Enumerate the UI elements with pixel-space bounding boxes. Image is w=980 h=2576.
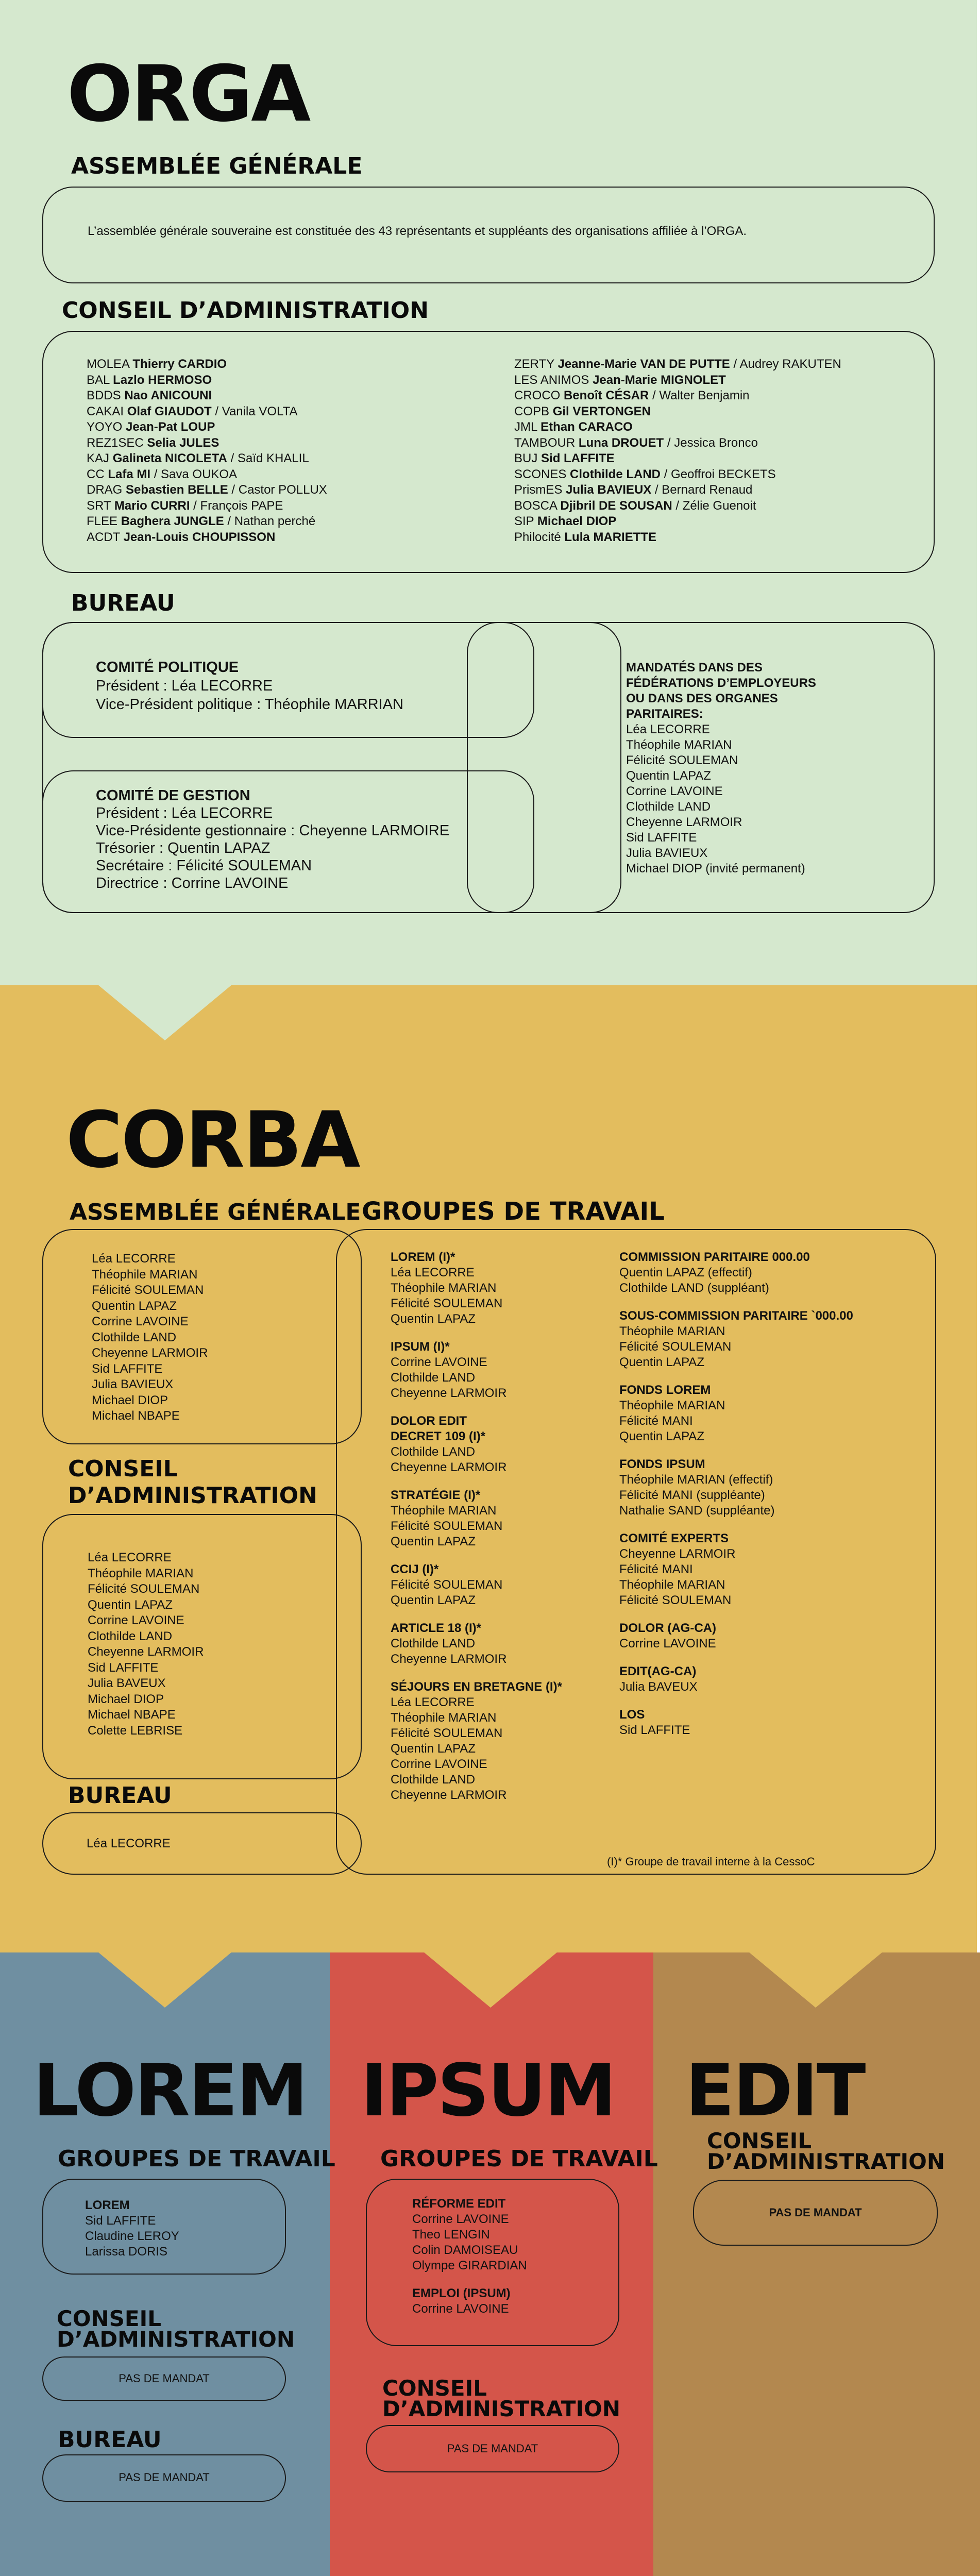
group-member: Clothilde LAND (suppléant): [619, 1281, 769, 1295]
ipsum-ca-text: PAS DE MANDAT: [447, 2442, 538, 2455]
group-member: Félicité SOULEMAN: [391, 1519, 503, 1533]
lorem-gt-heading: GROUPES DE TRAVAIL: [58, 2146, 335, 2172]
ca-member-org: BDDS: [87, 389, 125, 402]
orga-mandats-box: [467, 622, 621, 913]
lorem-gt-block: [85, 2198, 179, 2260]
group-member: Julia BAVEUX: [619, 1680, 698, 1694]
group-member: Théophile MARIAN: [391, 1281, 497, 1295]
orga-title: ORGA: [67, 49, 310, 139]
mandat-member: Léa LECORRE: [626, 722, 710, 736]
ipsum-title: IPSUM: [361, 2049, 615, 2133]
ca-member-org: SRT: [87, 498, 114, 513]
ipsum-gt-list: [412, 2196, 527, 2317]
ca-member: Théophile MARIAN: [88, 1566, 194, 1580]
ca-member-org: ACDT: [87, 530, 124, 544]
corba-ag-list: [92, 1251, 208, 1424]
group-member: Théophile MARIAN: [391, 1504, 497, 1518]
ca-member-name: Olaf GIAUDOT: [127, 404, 212, 418]
orga-ca-left-list: [87, 357, 327, 545]
mandat-member: Corrine LAVOINE: [626, 784, 723, 798]
group-title: ARTICLE 18 (I)*: [391, 1621, 482, 1635]
group-title: DOLOR (AG-CA): [619, 1621, 716, 1635]
ca-member-row: [87, 373, 327, 389]
corba-gt-footnote: (I)* Groupe de travail interne à la CessoC: [607, 1855, 815, 1868]
ca-member-name: Mario CURRI: [114, 498, 190, 513]
group-title: SOUS-COMMISSION PARITAIRE `000.00: [619, 1309, 853, 1323]
ca-member-org: SIP: [514, 514, 537, 528]
ca-member: Michael NBAPE: [88, 1708, 176, 1722]
ca-member-name: Baghera JUNGLE: [121, 514, 224, 528]
ca-member-org: TAMBOUR: [514, 435, 579, 450]
group-member: Corrine LAVOINE: [391, 1355, 487, 1369]
orga-cp-line: Vice-Président politique : Théophile MARRIAN: [96, 696, 403, 713]
ca-member-alternate: / Vanila VOLTA: [211, 404, 298, 418]
group-member: Théophile MARIAN: [619, 1324, 725, 1338]
group-member: Félicité SOULEMAN: [391, 1726, 503, 1740]
ca-member-org: COPB: [514, 404, 553, 418]
orga-ca-heading: CONSEIL D’ADMINISTRATION: [62, 297, 429, 324]
corba-ca-list: [88, 1550, 204, 1739]
ca-member-name: Galineta NICOLETA: [112, 451, 227, 465]
ca-member: Michael DIOP: [88, 1692, 164, 1706]
orga-mandats-list: [626, 722, 816, 877]
ag-member: Michael DIOP: [92, 1393, 168, 1407]
group-title: EDIT(AG-CA): [619, 1664, 697, 1678]
group-member: Quentin LAPAZ: [391, 1535, 476, 1548]
ca-member-row: [514, 451, 841, 467]
orga-cg-line: Secrétaire : Félicité SOULEMAN: [96, 857, 312, 874]
mandat-member: Sid LAFFITE: [626, 831, 697, 845]
group-member: Théophile MARIAN (effectif): [619, 1473, 773, 1487]
ipsum-gt-heading: GROUPES DE TRAVAIL: [380, 2146, 658, 2172]
group-member: Félicité SOULEMAN: [619, 1340, 732, 1354]
group-member: Félicité SOULEMAN: [391, 1578, 503, 1592]
group-title: SÉJOURS EN BRETAGNE (I)*: [391, 1680, 562, 1694]
group-member: Corrine LAVOINE: [412, 2212, 509, 2226]
group-member: Cheyenne LARMOIR: [391, 1788, 507, 1802]
lorem-bureau-text: PAS DE MANDAT: [119, 2471, 210, 2484]
ca-member-alternate: / Zélie Guenoit: [672, 498, 756, 513]
ca-member-alternate: / Geoffroi BECKETS: [661, 467, 776, 481]
ca-member-name: Jean-Louis CHOUPISSON: [123, 530, 276, 544]
mandat-member: Théophile MARIAN: [626, 738, 732, 752]
ca-member: Clothilde LAND: [88, 1629, 173, 1643]
ca-member-org: KAJ: [87, 451, 113, 465]
ca-member-org: JML: [514, 420, 541, 434]
orga-ag-text: L’assemblée générale souveraine est constituée des 43 représentants et suppléants des organisations affiliée à l’ORGA.: [88, 224, 747, 238]
orga-mandats-title: PARITAIRES:: [626, 707, 703, 721]
ca-member-alternate: / Nathan perché: [224, 514, 316, 528]
orga-bureau-heading: BUREAU: [71, 590, 175, 616]
ca-member-org: CROCO: [514, 389, 564, 402]
ca-member-alternate: / Walter Benjamin: [649, 389, 750, 402]
orga-cg-title: COMITÉ DE GESTION: [96, 787, 250, 804]
ca-member-row: [87, 514, 327, 530]
group-member: Nathalie SAND (suppléante): [619, 1504, 775, 1518]
ca-member-row: [87, 482, 327, 498]
group-title: STRATÉGIE (I)*: [391, 1488, 481, 1502]
ca-member-row: [87, 451, 327, 467]
group-member: Félicité MANI: [619, 1414, 693, 1428]
group-member: Félicité MANI (suppléante): [619, 1488, 765, 1502]
lorem-bureau-heading: BUREAU: [58, 2427, 162, 2453]
gt-member: Larissa DORIS: [85, 2245, 168, 2259]
ca-member-alternate: / Sava OUKOA: [150, 467, 238, 481]
lorem-gt-list: [85, 2213, 179, 2260]
orga-ca-right-list: [514, 357, 841, 545]
ca-member-row: [514, 373, 841, 389]
mandat-member: Cheyenne LARMOIR: [626, 815, 742, 829]
ca-member-row: [514, 467, 841, 483]
group-member: Léa LECORRE: [391, 1266, 475, 1279]
corba-bureau-heading: BUREAU: [68, 1782, 172, 1809]
ca-member: Quentin LAPAZ: [88, 1597, 173, 1612]
ca-member-row: [87, 498, 327, 514]
corba-ag-heading: ASSEMBLÉE GÉNÉRALE: [70, 1199, 361, 1225]
lorem-gt-group-title: LOREM: [85, 2198, 130, 2212]
orga-mandats-title: FÉDÉRATIONS D’EMPLOYEURS: [626, 676, 816, 690]
orga-cp-title: COMITÉ POLITIQUE: [96, 659, 239, 676]
edit-section: [653, 1952, 980, 2576]
group-member: Colin DAMOISEAU: [412, 2243, 518, 2257]
corba-gt-heading: GROUPES DE TRAVAIL: [362, 1197, 665, 1226]
ag-member: Quentin LAPAZ: [92, 1299, 177, 1313]
ipsum-ca-heading-line: D’ADMINISTRATION: [382, 2396, 620, 2421]
ca-member-name: Sebastien BELLE: [126, 483, 228, 497]
group-member: Quentin LAPAZ (effectif): [619, 1266, 752, 1279]
group-member: Corrine LAVOINE: [619, 1637, 716, 1651]
ag-member: Théophile MARIAN: [92, 1267, 198, 1282]
corba-ca-heading-line: CONSEIL: [68, 1456, 178, 1482]
ca-member: Corrine LAVOINE: [88, 1613, 184, 1627]
group-member: Quentin LAPAZ: [391, 1312, 476, 1326]
ag-member: Clothilde LAND: [92, 1330, 177, 1344]
ca-member-name: Clothilde LAND: [570, 467, 661, 481]
group-member: Félicité MANI: [619, 1562, 693, 1576]
group-member: Corrine LAVOINE: [412, 2302, 509, 2316]
corba-ca-heading-line: D’ADMINISTRATION: [68, 1483, 317, 1509]
ca-member-row: [87, 357, 327, 373]
ca-member-name: Djibril DE SOUSAN: [560, 498, 672, 513]
group-member: Cheyenne LARMOIR: [619, 1547, 736, 1561]
ca-member-name: Michael DIOP: [537, 514, 617, 528]
group-title: LOS: [619, 1708, 645, 1722]
ca-member: Félicité SOULEMAN: [88, 1582, 200, 1596]
ca-member-alternate: / François PAPE: [190, 498, 283, 513]
group-member: Quentin LAPAZ: [619, 1355, 704, 1369]
ca-member-row: [514, 530, 841, 546]
ca-member-row: [514, 435, 841, 451]
orga-cg-block: [96, 787, 449, 892]
group-title: FONDS LOREM: [619, 1383, 711, 1397]
group-member: Théophile MARIAN: [619, 1578, 725, 1592]
ca-member-alternate: / Saïd KHALIL: [227, 451, 309, 465]
orga-cg-line: Directrice : Corrine LAVOINE: [96, 875, 289, 891]
group-member: Léa LECORRE: [391, 1695, 475, 1709]
ca-member: Colette LEBRISE: [88, 1723, 183, 1738]
ca-member-row: [514, 514, 841, 530]
gt-member: Sid LAFFITE: [85, 2214, 156, 2228]
group-title: CCIJ (I)*: [391, 1562, 439, 1576]
ca-member-name: Jeanne-Marie VAN DE PUTTE: [557, 357, 730, 371]
orga-mandats-title: OU DANS DES ORGANES: [626, 692, 778, 705]
orga-mandats-block: [626, 660, 816, 877]
orga-cg-line: Vice-Présidente gestionnaire : Cheyenne LARMOIRE: [96, 822, 450, 839]
ca-member-name: Thierry CARDIO: [132, 357, 227, 371]
group-title: RÉFORME EDIT: [412, 2197, 506, 2211]
group-member: Corrine LAVOINE: [391, 1757, 487, 1771]
group-member: Theo LENGIN: [412, 2228, 490, 2242]
ag-member: Sid LAFFITE: [92, 1361, 163, 1376]
group-member: Félicité SOULEMAN: [391, 1297, 503, 1310]
lorem-title: LOREM: [33, 2049, 307, 2133]
ca-member-name: Lula MARIETTE: [564, 530, 657, 544]
ca-member-row: [87, 530, 327, 546]
corba-gt-right-list: [619, 1250, 853, 1738]
group-member: Théophile MARIAN: [619, 1399, 725, 1412]
ca-member-org: BUJ: [514, 451, 542, 465]
group-title: COMMISSION PARITAIRE 000.00: [619, 1250, 810, 1264]
ca-member-org: Philocité: [514, 530, 565, 544]
ca-member-row: [514, 498, 841, 514]
group-member: Quentin LAPAZ: [391, 1593, 476, 1607]
lorem-ca-text: PAS DE MANDAT: [119, 2372, 210, 2385]
ca-member-org: LES ANIMOS: [514, 373, 593, 387]
edit-title: EDIT: [685, 2049, 865, 2133]
corba-ca-heading: [68, 1456, 317, 1509]
ca-member-org: YOYO: [87, 420, 126, 434]
mandat-member: Clothilde LAND: [626, 800, 711, 814]
mandat-member: Félicité SOULEMAN: [626, 753, 738, 767]
ca-member-name: Luna DROUET: [578, 435, 664, 450]
ca-member-name: Jean-Marie MIGNOLET: [593, 373, 726, 387]
group-member: Quentin LAPAZ: [619, 1429, 704, 1443]
group-member: Clothilde LAND: [391, 1773, 476, 1787]
group-member: Cheyenne LARMOIR: [391, 1460, 507, 1474]
ca-member-name: Ethan CARACO: [540, 420, 633, 434]
mandat-member: Michael DIOP (invité permanent): [626, 862, 805, 875]
group-member: Théophile MARIAN: [391, 1711, 497, 1725]
group-member: Clothilde LAND: [391, 1445, 476, 1459]
ca-member-org: REZ1SEC: [87, 435, 147, 450]
ca-member: Cheyenne LARMOIR: [88, 1645, 204, 1659]
ca-member-name: Sid LAFFITE: [541, 451, 615, 465]
edit-ca-heading: [707, 2128, 945, 2174]
ca-member-alternate: / Bernard Renaud: [651, 483, 753, 497]
group-member: Cheyenne LARMOIR: [391, 1652, 507, 1666]
edit-ca-heading-line: D’ADMINISTRATION: [707, 2149, 945, 2174]
edit-ca-text: PAS DE MANDAT: [769, 2206, 862, 2219]
ca-member-org: MOLEA: [87, 357, 133, 371]
ca-member-org: SCONES: [514, 467, 570, 481]
ca-member-name: Jean-Pat LOUP: [126, 420, 215, 434]
ca-member-row: [514, 388, 841, 404]
group-member: Sid LAFFITE: [619, 1723, 690, 1737]
edit-ca-heading-line: CONSEIL: [707, 2128, 812, 2153]
corba-arrow-lorem: [98, 1952, 232, 2008]
ca-member-org: ZERTY: [514, 357, 558, 371]
ag-member: Félicité SOULEMAN: [92, 1283, 204, 1297]
ca-member-name: Benoît CÉSAR: [564, 389, 649, 402]
orga-cg-line: Trésorier : Quentin LAPAZ: [96, 840, 271, 856]
gt-member: Claudine LEROY: [85, 2229, 179, 2243]
corba-arrow-ipsum: [424, 1952, 557, 2008]
group-title: DOLOR EDIT DECRET 109 (I)*: [391, 1414, 486, 1443]
group-member: Félicité SOULEMAN: [619, 1593, 732, 1607]
ca-member-name: Lazlo HERMOSO: [113, 373, 212, 387]
ca-member-alternate: / Jessica Bronco: [664, 435, 758, 450]
ca-member-row: [514, 482, 841, 498]
ag-member: Corrine LAVOINE: [92, 1315, 189, 1328]
ca-member-row: [87, 467, 327, 483]
ag-member: Michael NBAPE: [92, 1409, 180, 1423]
lorem-ca-heading-line: CONSEIL: [57, 2306, 162, 2331]
ag-member: Léa LECORRE: [92, 1252, 176, 1266]
group-title: IPSUM (I)*: [391, 1340, 450, 1354]
group-title: COMITÉ EXPERTS: [619, 1531, 729, 1545]
ca-member: Sid LAFFITE: [88, 1660, 159, 1675]
ipsum-ca-heading: [382, 2378, 620, 2419]
group-member: Quentin LAPAZ: [391, 1742, 476, 1756]
ca-member-org: BAL: [87, 373, 113, 387]
corba-title: CORBA: [66, 1096, 359, 1185]
mandat-member: Julia BAVIEUX: [626, 846, 708, 860]
ag-member: Julia BAVIEUX: [92, 1377, 174, 1391]
corba-arrow-edit: [749, 1952, 883, 2008]
lorem-ca-heading-line: D’ADMINISTRATION: [57, 2327, 295, 2352]
ca-member-row: [514, 404, 841, 420]
ag-member: Cheyenne LARMOIR: [92, 1346, 208, 1360]
ca-member-org: FLEE: [87, 514, 121, 528]
group-member: Clothilde LAND: [391, 1371, 476, 1385]
ca-member-org: CAKAI: [87, 404, 127, 418]
ca-member-row: [87, 419, 327, 435]
orga-cg-line: Président : Léa LECORRE: [96, 805, 273, 821]
orga-mandats-title: MANDATÉS DANS DES: [626, 661, 763, 675]
ca-member-row: [514, 419, 841, 435]
ca-member: Julia BAVEUX: [88, 1676, 166, 1690]
ca-member-name: Julia BAVIEUX: [566, 483, 652, 497]
group-title: EMPLOI (IPSUM): [412, 2286, 511, 2300]
ca-member: Léa LECORRE: [88, 1551, 172, 1564]
ca-member-row: [514, 357, 841, 373]
ca-member-alternate: / Castor POLLUX: [228, 483, 327, 497]
group-member: Clothilde LAND: [391, 1637, 476, 1651]
orga-cp-block: [96, 658, 403, 714]
ca-member-alternate: / Audrey RAKUTEN: [730, 357, 841, 371]
group-member: Olympe GIRARDIAN: [412, 2259, 527, 2272]
ca-member-name: Nao ANICOUNI: [124, 389, 212, 402]
orga-ag-heading: ASSEMBLÉE GÉNÉRALE: [71, 153, 363, 179]
lorem-ca-heading: [57, 2306, 295, 2352]
ipsum-ca-heading-line: CONSEIL: [382, 2376, 487, 2401]
group-member: Cheyenne LARMOIR: [391, 1386, 507, 1400]
ca-member-org: PrismES: [514, 483, 566, 497]
ca-member-name: Lafa MI: [108, 467, 151, 481]
ca-member-name: Selia JULES: [147, 435, 219, 450]
corba-gt-left-list: [391, 1250, 562, 1803]
ca-member-row: [87, 404, 327, 420]
orga-cp-line: Président : Léa LECORRE: [96, 678, 273, 694]
orga-arrow-overlay: [98, 985, 232, 1040]
ca-member-row: [87, 388, 327, 404]
ca-member-org: BOSCA: [514, 498, 561, 513]
corba-bureau-member: Léa LECORRE: [87, 1837, 171, 1850]
ca-member-row: [87, 435, 327, 451]
ca-member-org: DRAG: [87, 483, 126, 497]
ca-member-org: CC: [87, 467, 108, 481]
group-title: FONDS IPSUM: [619, 1457, 705, 1471]
mandat-member: Quentin LAPAZ: [626, 769, 711, 783]
ca-member-name: Gil VERTONGEN: [552, 404, 651, 418]
group-title: LOREM (I)*: [391, 1250, 455, 1264]
